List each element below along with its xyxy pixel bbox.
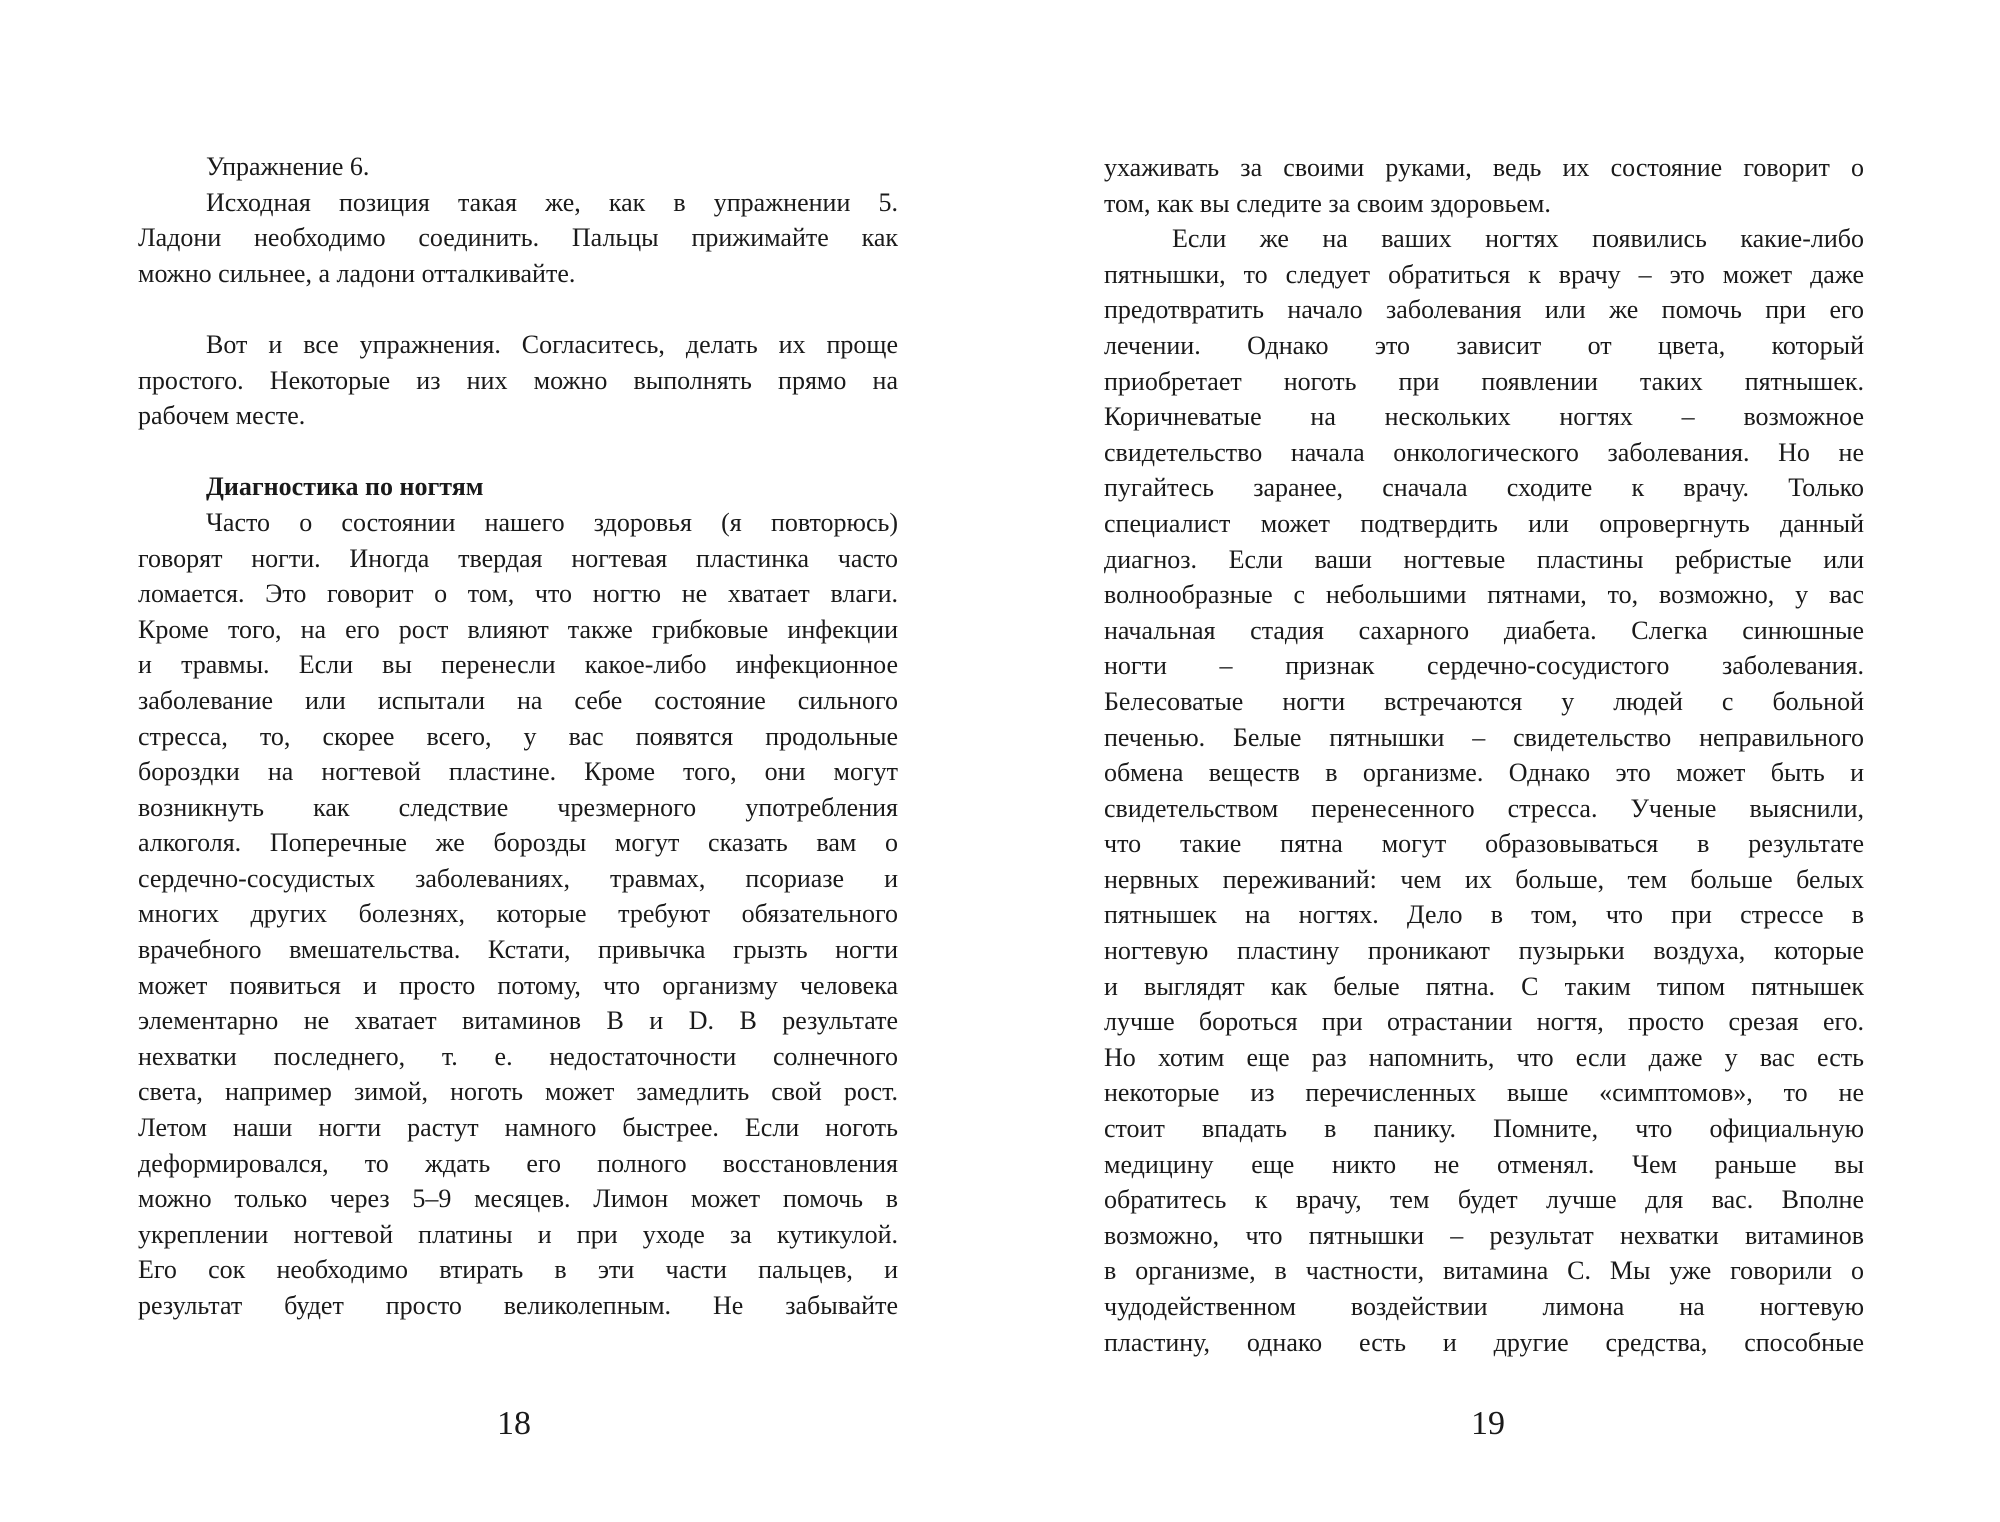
- text-line: чудодейственном воздействии лимона на ногтевую: [1104, 1292, 1864, 1321]
- text-line: ломается. Это говорит о том, что ногтю не хватает влаги.: [138, 579, 898, 609]
- right-page: [1000, 0, 2000, 1522]
- text-line: алкоголя. Поперечные же борозды могут сказать вам о: [138, 828, 898, 858]
- text-line: элементарно не хватает витаминов В и D. В результате: [138, 1006, 898, 1036]
- text-line: деформировался, то ждать его полного восстановления: [138, 1148, 898, 1178]
- text-line: свидетельство начала онкологического заболевания. Но не: [1104, 437, 1864, 467]
- text-line: Его сок необходимо втирать в эти части пальцев, и: [138, 1255, 898, 1285]
- text-line: стресса, то, скорее всего, у вас появятся продольные: [138, 721, 898, 751]
- exercise-heading: Упражнение 6.: [206, 152, 370, 181]
- text-line: приобретает ноготь при появлении таких пятнышек.: [1104, 366, 1864, 396]
- page-number: 19: [1471, 1405, 1505, 1442]
- text-line: возникнуть как следствие чрезмерного употребления: [138, 792, 898, 822]
- text-line: результат будет просто великолепным. Не забывайте: [138, 1291, 898, 1320]
- text-line: обратитесь к врачу, тем будет лучше для вас. Вполне: [1104, 1185, 1864, 1215]
- text-line: некоторые из перечисленных выше «симптомов», то не: [1104, 1078, 1864, 1108]
- text-line: в организме, в частности, витамина С. Мы уже говорили о: [1104, 1256, 1864, 1286]
- text-line: заболевание или испытали на себе состояние сильного: [138, 685, 898, 715]
- text-line: стоит впадать в панику. Помните, что официальную: [1104, 1114, 1864, 1144]
- text-line: ногтевую пластину проникают пузырьки воздуха, которые: [1104, 936, 1864, 966]
- text-line: что такие пятна могут образовываться в результате: [1104, 829, 1864, 859]
- left-page-text: [138, 149, 898, 1324]
- text-line: лечении. Однако это зависит от цвета, который: [1104, 330, 1864, 360]
- text-line: специалист может подтвердить или опровергнуть данный: [1104, 508, 1864, 538]
- right-page-text: [1104, 150, 1864, 1360]
- text-line: многих других болезнях, которые требуют обязательного: [138, 899, 898, 929]
- paragraph-gap: [138, 434, 898, 470]
- text-line: ухаживать за своими руками, ведь их состояние говорит о: [1104, 153, 1864, 182]
- text-line: врачебного вмешательства. Кстати, привычка грызть ногти: [138, 935, 898, 965]
- text-line: Часто о состоянии нашего здоровья (я повторюсь): [206, 507, 898, 537]
- text-line: Исходная позиция такая же, как в упражнении 5.: [206, 187, 898, 217]
- text-line: говорят ногти. Иногда твердая ногтевая пластинка часто: [138, 543, 898, 573]
- text-line: и выглядят как белые пятна. С таким типом пятнышек: [1104, 971, 1864, 1001]
- text-line: свидетельством перенесенного стресса. Ученые выяснили,: [1104, 793, 1864, 823]
- text-line: света, например зимой, ноготь может замедлить свой рост.: [138, 1077, 898, 1107]
- text-line: обмена веществ в организме. Однако это может быть и: [1104, 758, 1864, 788]
- text-line: бороздки на ногтевой пластине. Кроме того, они могут: [138, 757, 898, 787]
- text-line: можно только через 5–9 месяцев. Лимон может помочь в: [138, 1184, 898, 1214]
- text-line: диагноз. Если ваши ногтевые пластины ребристые или: [1104, 544, 1864, 574]
- text-line: можно сильнее, а ладони отталкивайте.: [138, 258, 576, 288]
- text-line: рабочем месте.: [138, 401, 306, 431]
- text-line: волнообразные с небольшими пятнами, то, возможно, у вас: [1104, 580, 1864, 610]
- text-line: Вот и все упражнения. Согласитесь, делать их проще: [206, 329, 898, 359]
- text-line: и травмы. Если вы перенесли какое-либо инфекционное: [138, 650, 898, 680]
- text-line: начальная стадия сахарного диабета. Слегка синюшные: [1104, 615, 1864, 645]
- text-line: Если же на ваших ногтях появились какие-либо: [1172, 224, 1864, 254]
- text-line: печенью. Белые пятнышки – свидетельство неправильного: [1104, 722, 1864, 752]
- text-line: простого. Некоторые из них можно выполнять прямо на: [138, 365, 898, 395]
- text-line: сердечно-сосудистых заболеваниях, травмах, псориазе и: [138, 863, 898, 893]
- text-line: укреплении ногтевой платины и при уходе за кутикулой.: [138, 1219, 898, 1249]
- text-line: Кроме того, на его рост влияют также грибковые инфекции: [138, 614, 898, 644]
- text-line: Белесоватые ногти встречаются у людей с больной: [1104, 686, 1864, 716]
- text-line: предотвратить начало заболевания или же помочь при его: [1104, 295, 1864, 325]
- page-number: 18: [497, 1405, 531, 1442]
- text-line: пятнышки, то следует обратиться к врачу – это может даже: [1104, 259, 1864, 289]
- paragraph-gap: [138, 291, 898, 327]
- text-line: нехватки последнего, т. е. недостаточности солнечного: [138, 1041, 898, 1071]
- text-line: Но хотим еще раз напомнить, что если даже у вас есть: [1104, 1042, 1864, 1072]
- text-line: медицину еще никто не отменял. Чем раньше вы: [1104, 1149, 1864, 1179]
- text-line: пугайтесь заранее, сначала сходите к врачу. Только: [1104, 473, 1864, 503]
- text-line: нервных переживаний: чем их больше, тем больше белых: [1104, 864, 1864, 894]
- text-line: может появиться и просто потому, что организму человека: [138, 970, 898, 1000]
- text-line: Летом наши ногти растут намного быстрее. Если ноготь: [138, 1113, 898, 1143]
- text-line: лучше бороться при отрастании ногтя, просто срезая его.: [1104, 1007, 1864, 1037]
- text-line: пятнышек на ногтях. Дело в том, что при стрессе в: [1104, 900, 1864, 930]
- text-line: Ладони необходимо соединить. Пальцы прижимайте как: [138, 223, 898, 253]
- text-line: пластину, однако есть и другие средства, способные: [1104, 1327, 1864, 1357]
- text-line: Коричневатые на нескольких ногтях – возможное: [1104, 402, 1864, 432]
- text-line: том, как вы следите за своим здоровьем.: [1104, 188, 1551, 218]
- text-line: ногти – признак сердечно-сосудистого заболевания.: [1104, 651, 1864, 681]
- text-line: возможно, что пятнышки – результат нехватки витаминов: [1104, 1220, 1864, 1250]
- section-heading: Диагностика по ногтям: [206, 472, 484, 502]
